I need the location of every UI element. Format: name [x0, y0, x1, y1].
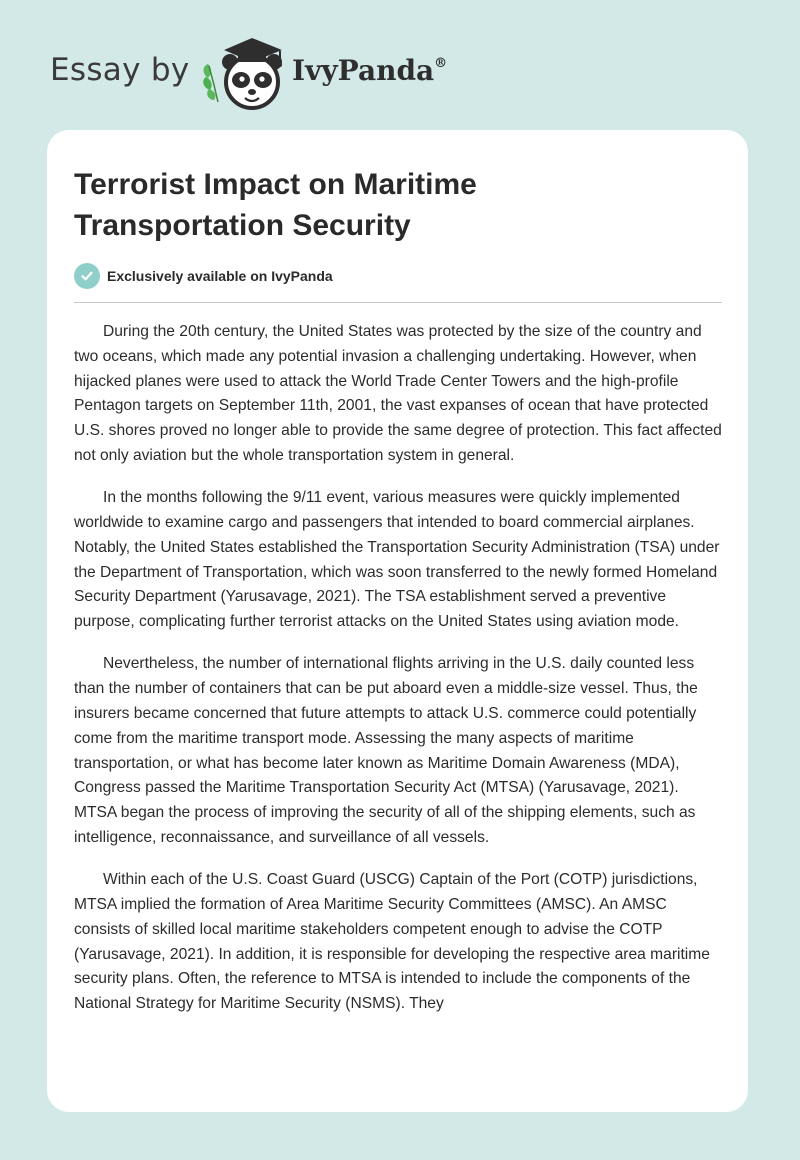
exclusive-badge: [74, 263, 333, 289]
essay-paragraph: In the months following the 9/11 event, various measures were quickly implemented worldwide to examine cargo and passengers that intended to board commercial airplanes. Notably, the United States established the Transportation Security Administration (TSA) under the Department of Transportation, which was soon transferred to the newly formed Homeland Security Department (Yarusavage, 2021). The TSA establishment served a preventive purpose, complicating further terrorist attacks on the United States using aviation mode.: [74, 489, 720, 631]
essay-body: [74, 320, 724, 1034]
essay-by-label: Essay by: [50, 52, 190, 88]
exclusive-badge-label: Exclusively available on IvyPanda: [107, 268, 333, 284]
essay-paragraph: Nevertheless, the number of international flights arriving in the U.S. daily counted less than the number of containers that can be put aboard even a middle-size vessel. Thus, the insurers became concerned that future attempts to attack U.S. commerce could potentially come from the maritime transport mode. Assessing the many aspects of maritime transportation, or what has become later known as Maritime Domain Awareness (MDA), Congress passed the Maritime Transportation Security Act (MTSA) (Yarusavage, 2021). MTSA began the process of improving the security of all of the shipping elements, such as intelligence, reconnaissance, and surveillance of all vessels.: [74, 655, 698, 846]
essay-paragraph: During the 20th century, the United States was protected by the size of the country and two oceans, which made any potential invasion a challenging undertaking. However, when hijacked planes were used to attack the World Trade Center Towers and the high-profile Pentagon targets on September 11th, 2001, the vast expanses of ocean that have protected U.S. shores proved no longer able to provide the same degree of protection. This fact affected not only aviation but the whole transportation system in general.: [74, 323, 722, 464]
essay-paragraph: Within each of the U.S. Coast Guard (USCG) Captain of the Port (COTP) jurisdictions, MTSA implied the formation of Area Maritime Security Committees (AMSC). An AMSC consists of skilled local maritime stakeholders competent enough to advise the COTP (Yarusavage, 2021). In addition, it is responsible for developing the respective area maritime security plans. Often, the reference to MTSA is intended to include the components of the National Strategy for Maritime Security (NSMS). They: [74, 871, 710, 1013]
title-divider: [74, 302, 722, 303]
check-icon: [74, 263, 100, 289]
essay-title: Terrorist Impact on Maritime Transportation Security: [74, 168, 477, 242]
registered-mark: ®: [434, 56, 448, 71]
site-header: [50, 34, 510, 114]
panda-graduate-logo-icon[interactable]: [200, 34, 292, 114]
brand-name[interactable]: [292, 54, 447, 87]
essay-card: [47, 130, 748, 1112]
brand-name-text: IvyPanda: [292, 54, 435, 87]
